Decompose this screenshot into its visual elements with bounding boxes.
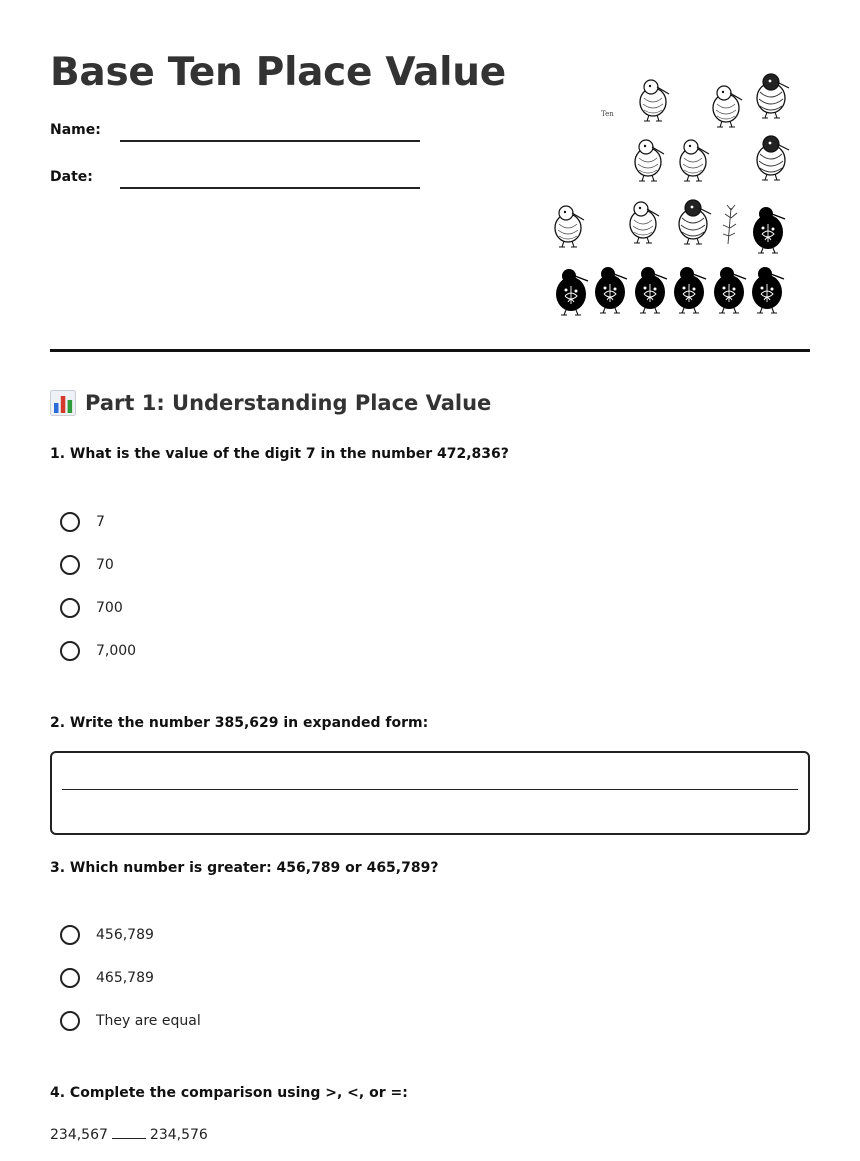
option-label: They are equal: [96, 1012, 201, 1029]
radio-button[interactable]: [60, 1011, 80, 1031]
radio-button[interactable]: [60, 555, 80, 575]
q3-option-c[interactable]: [60, 999, 460, 1042]
option-label: 700: [96, 599, 123, 616]
date-field-row: [50, 169, 430, 199]
comparison-row: [50, 1126, 208, 1143]
worksheet-title: Base Ten Place Value: [50, 50, 506, 95]
part1-heading: [50, 390, 491, 416]
comparison-blank[interactable]: [112, 1126, 146, 1139]
fern-sprig-icon: [723, 205, 737, 244]
option-label: 7,000: [96, 642, 137, 659]
name-field-row: [50, 122, 430, 152]
radio-button[interactable]: [60, 512, 80, 532]
radio-button[interactable]: [60, 925, 80, 945]
q1-option-c[interactable]: [60, 586, 460, 629]
q1-option-d[interactable]: [60, 629, 460, 672]
date-input-line[interactable]: [120, 187, 420, 189]
name-label: Name:: [50, 122, 101, 138]
question-1-options: [60, 500, 460, 672]
question-2: 2. Write the number 385,629 in expanded form:: [50, 715, 429, 731]
worksheet-page: [50, 0, 810, 1161]
illustration-caption: Ten: [601, 110, 614, 118]
option-label: 456,789: [96, 926, 154, 943]
bar-chart-icon: [50, 390, 76, 416]
question-3: 3. Which number is greater: 456,789 or 465,789?: [50, 860, 439, 876]
comparison-right: 234,576: [149, 1127, 208, 1143]
q1-option-a[interactable]: [60, 500, 460, 543]
date-label: Date:: [50, 169, 93, 185]
option-label: 7: [96, 513, 105, 530]
part1-heading-text: Part 1: Understanding Place Value: [85, 391, 492, 415]
expanded-form-answer-box[interactable]: [50, 751, 810, 835]
option-label: 465,789: [96, 969, 154, 986]
kiwi-birds-illustration: [553, 68, 793, 320]
option-label: 70: [96, 556, 114, 573]
question-4: 4. Complete the comparison using >, <, or =:: [50, 1085, 408, 1101]
name-input-line[interactable]: [120, 140, 420, 142]
radio-button[interactable]: [60, 968, 80, 988]
radio-button[interactable]: [60, 641, 80, 661]
q1-option-b[interactable]: [60, 543, 460, 586]
q3-option-b[interactable]: [60, 956, 460, 999]
header-divider: [50, 349, 810, 352]
answer-line: [62, 789, 798, 790]
question-1: 1. What is the value of the digit 7 in the number 472,836?: [50, 446, 509, 462]
q3-option-a[interactable]: [60, 913, 460, 956]
question-3-options: [60, 913, 460, 1042]
comparison-left: 234,567: [50, 1127, 108, 1143]
radio-button[interactable]: [60, 598, 80, 618]
